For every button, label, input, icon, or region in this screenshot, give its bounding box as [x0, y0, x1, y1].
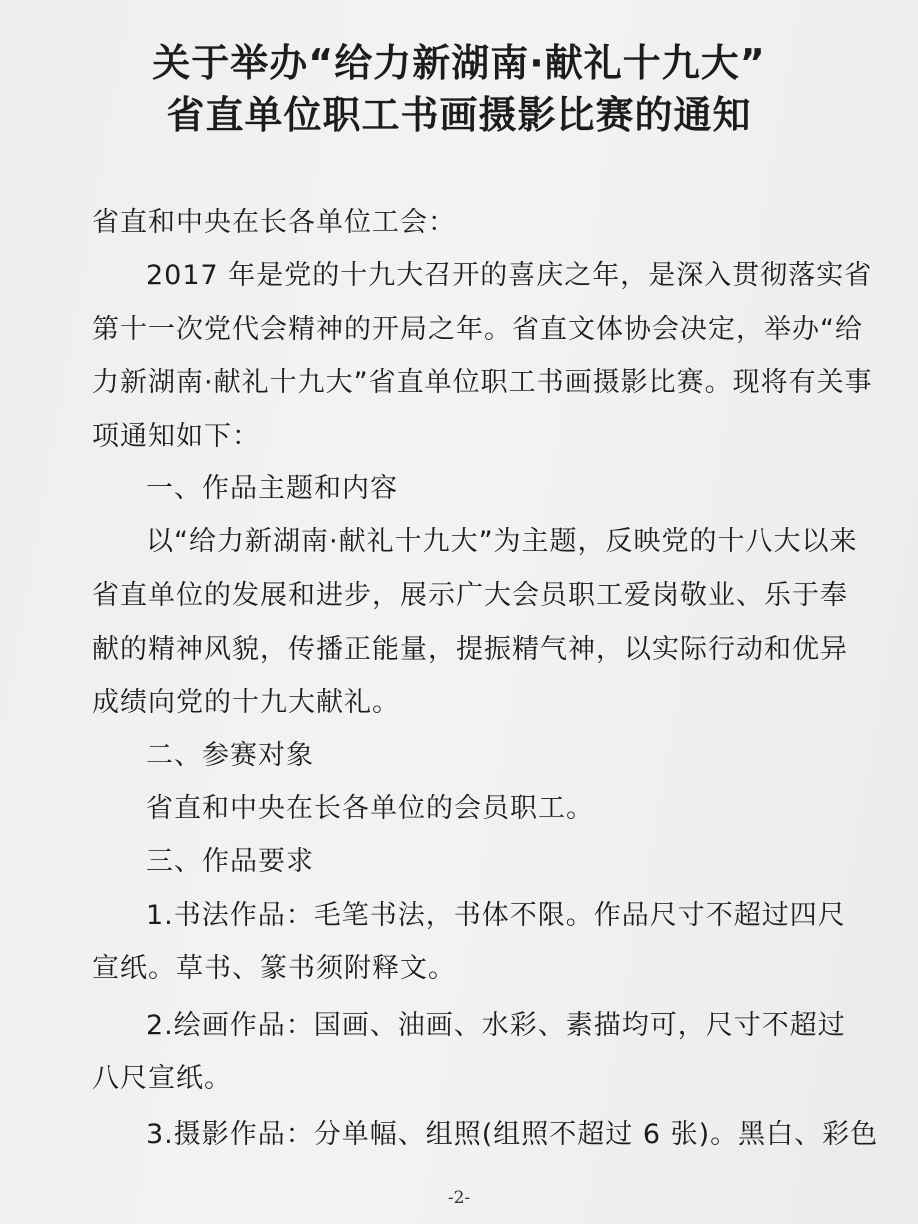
- intro-line-4: 项通知如下：: [92, 421, 260, 452]
- item-3-line-1: 3.摄影作品：分单幅、组照(组照不超过 6 张)。黑白、彩色: [146, 1119, 879, 1150]
- item-2-line-2: 八尺宣纸。: [92, 1063, 232, 1094]
- item-1-line-1: 1.书法作品：毛笔书法，书体不限。作品尺寸不超过四尺: [146, 900, 846, 931]
- intro-line-2: 第十一次党代会精神的开局之年。省直文体协会决定，举办“给: [92, 314, 863, 345]
- section-1-line-2: 省直单位的发展和进步，展示广大会员职工爱岗敬业、乐于奉: [92, 580, 848, 611]
- salutation: 省直和中央在长各单位工会：: [92, 207, 456, 238]
- document-title-line-1: 关于举办“给力新湖南·献礼十九大”: [152, 41, 766, 85]
- item-1-line-2: 宣纸。草书、篆书须附释文。: [92, 953, 456, 984]
- section-2-line-1: 省直和中央在长各单位的会员职工。: [146, 793, 594, 824]
- section-1-line-4: 成绩向党的十九大献礼。: [92, 687, 400, 718]
- intro-line-1: 2017 年是党的十九大召开的喜庆之年，是深入贯彻落实省: [146, 260, 873, 291]
- document-title-line-2: 省直单位职工书画摄影比赛的通知: [166, 93, 752, 137]
- section-1-line-3: 献的精神风貌，传播正能量，提振精气神，以实际行动和优异: [92, 634, 848, 665]
- section-1-line-1: 以“给力新湖南·献礼十九大”为主题，反映党的十八大以来: [146, 526, 858, 557]
- section-1-heading: 一、作品主题和内容: [146, 473, 398, 504]
- section-2-heading: 二、参赛对象: [146, 740, 314, 771]
- page-number: -2-: [447, 1188, 471, 1208]
- item-2-line-1: 2.绘画作品：国画、油画、水彩、素描均可，尺寸不超过: [146, 1010, 846, 1041]
- section-3-heading: 三、作品要求: [146, 846, 314, 877]
- intro-line-3: 力新湖南·献礼十九大”省直单位职工书画摄影比赛。现将有关事: [92, 367, 873, 398]
